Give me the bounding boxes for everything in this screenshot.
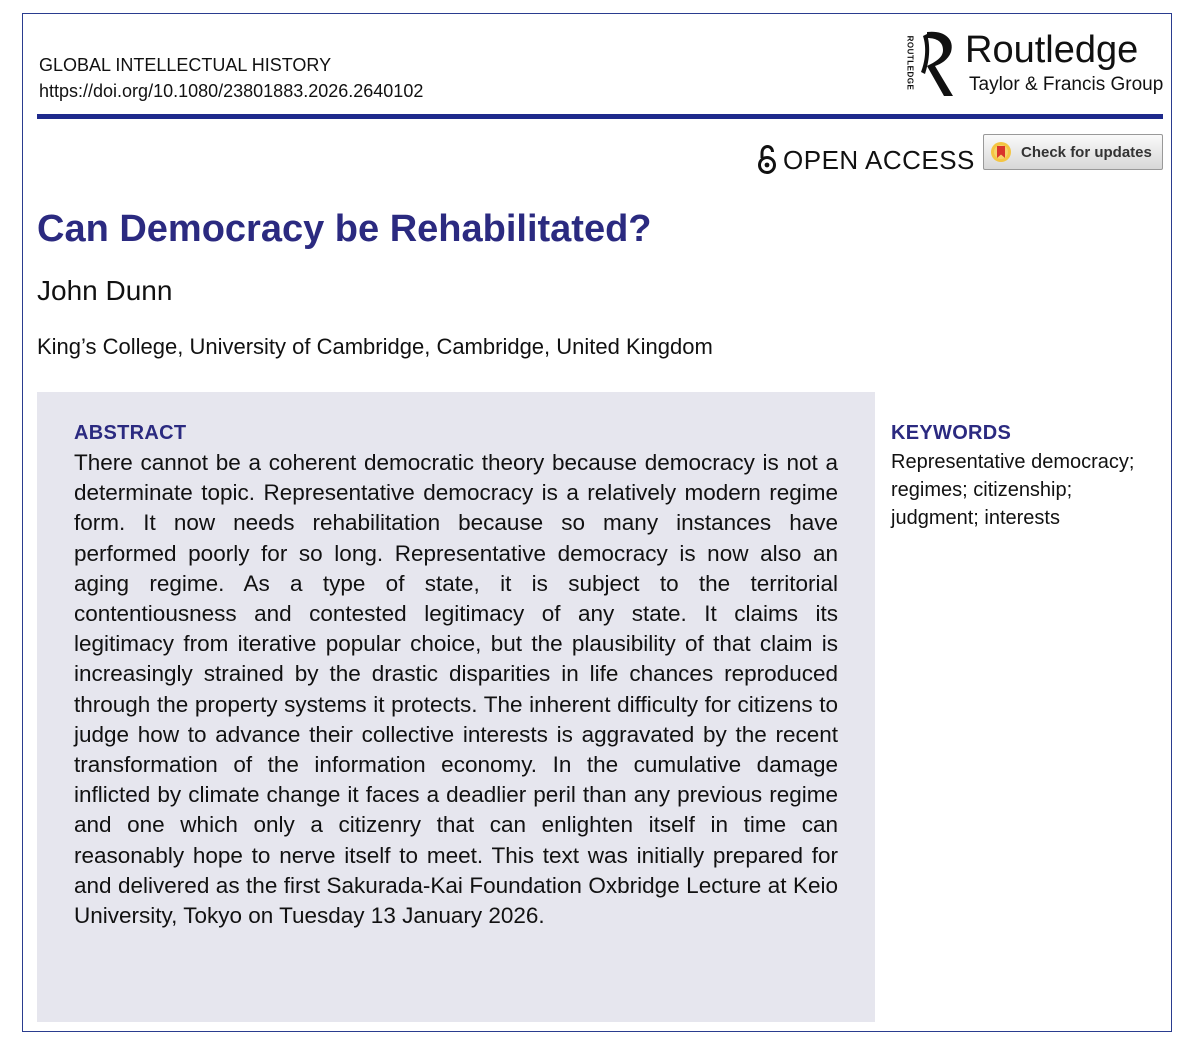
keywords-heading: KEYWORDS [891, 422, 1012, 444]
abstract-heading: ABSTRACT [74, 422, 187, 444]
article-title: Can Democracy be Rehabilitated? [37, 208, 652, 250]
open-access-indicator [757, 142, 975, 178]
routledge-logo[interactable] [903, 24, 1165, 100]
doi-link[interactable]: https://doi.org/10.1080/23801883.2026.2640102 [39, 81, 424, 101]
journal-header [39, 52, 423, 104]
open-lock-icon [757, 145, 777, 175]
routledge-r-icon [917, 28, 961, 100]
open-access-label: OPEN ACCESS [783, 144, 975, 175]
author-affiliation: King’s College, University of Cambridge, Cambridge, United Kingdom [37, 334, 713, 359]
article-page [22, 13, 1172, 1032]
abstract-panel [37, 392, 875, 1022]
header-rule [37, 114, 1163, 119]
abstract-text: There cannot be a coherent democratic theory because democracy is not a determinate topic. Representative democracy is a relatively modern regime form. It now needs rehabilitation because so many instances have performed poorly for so long. Representative democracy is now also an aging regime. As a type of state, it is subject to the territorial contentiousness and contested legitimacy of any state. It claims its legitimacy from iterative popular choice, but the plausibility of that claim is increasingly strained by the drastic disparities in life chances reproduced through the property systems it protects. The inherent difficulty for citizens to judge how to advance their collective interests is aggravated by the recent transformation of the information economy. In the cumulative damage inflicted by climate change it faces a deadlier peril than any previous regime and one which only a citizenry that can enlighten itself in time can reasonably hope to nerve itself to meet. This text was initially prepared for and delivered as the first Sakurada-Kai Foundation Oxbridge Lecture at Keio University, Tokyo on Tuesday 13 January 2026. [74, 450, 838, 929]
logo-brand: Routledge [965, 29, 1139, 71]
check-for-updates-button[interactable] [983, 134, 1163, 170]
logo-vertical-text: ROUTLEDGE [905, 35, 915, 91]
bookmark-badge-icon [990, 141, 1012, 163]
author-name[interactable]: John Dunn [37, 275, 173, 306]
journal-name: GLOBAL INTELLECTUAL HISTORY [39, 55, 332, 75]
keywords-list: Representative democracy; regimes; citizenship; judgment; interests [891, 451, 1135, 529]
check-for-updates-label: Check for updates [1021, 143, 1152, 161]
logo-group: Taylor & Francis Group [969, 74, 1164, 95]
